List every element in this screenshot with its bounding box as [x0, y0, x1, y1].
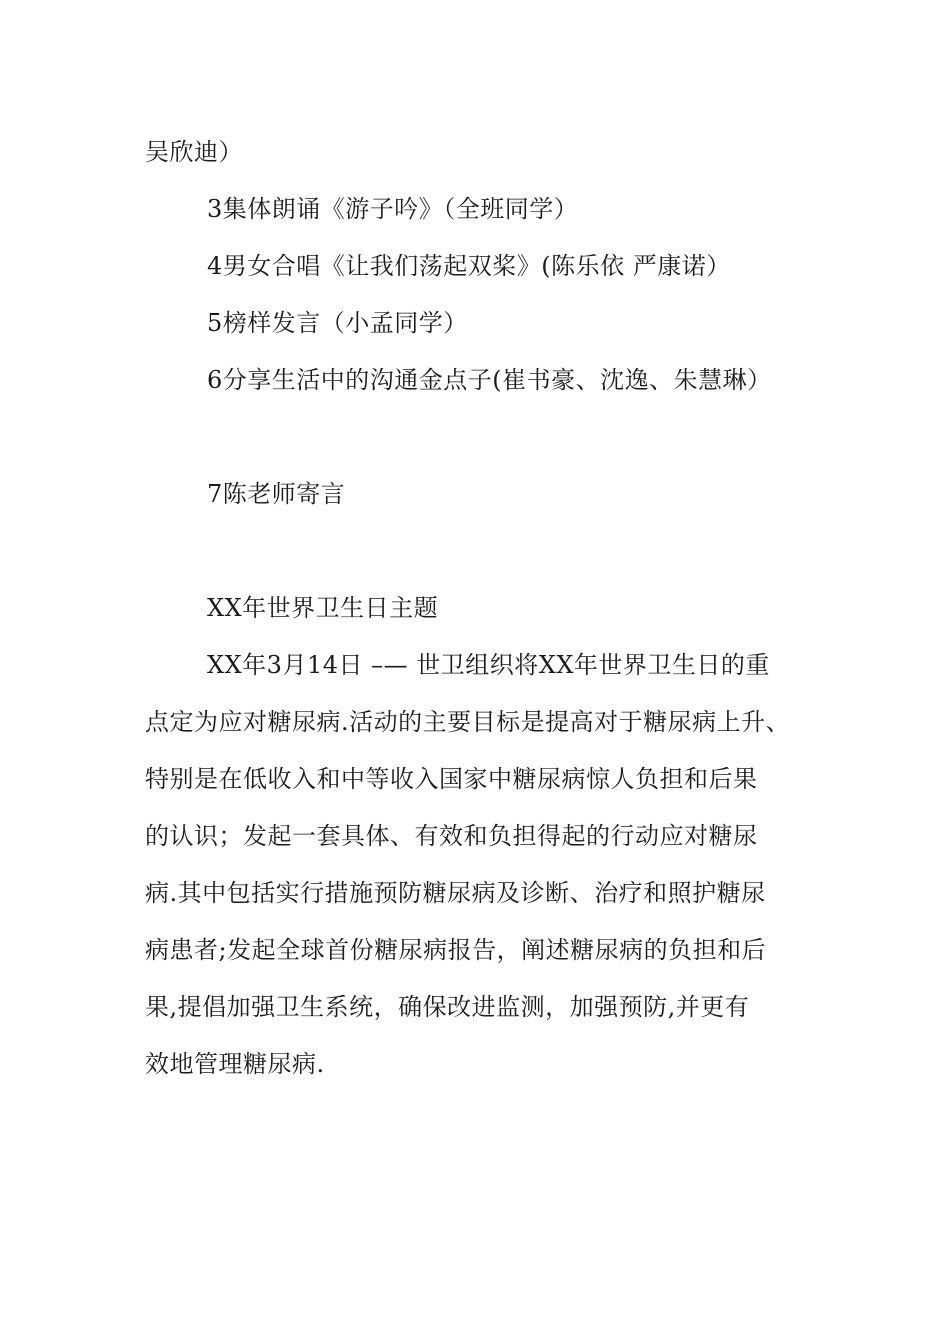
program-item-6: 6分享生活中的沟通金点子(崔书豪、沈逸、朱慧琳） [207, 366, 772, 394]
program-item-3: 3集体朗诵《游子吟》（全班同学） [207, 195, 579, 223]
article-paragraph-line: 病.其中包括实行措施预防糖尿病及诊断、治疗和照护糖尿 [145, 879, 766, 907]
program-item-5: 5榜样发言（小孟同学） [207, 309, 468, 337]
article-paragraph-line: 特别是在低收入和中等收入国家中糖尿病惊人负担和后果 [145, 765, 758, 793]
program-continuation-line: 吴欣迪） [145, 138, 243, 166]
article-paragraph-line: 的认识；发起一套具体、有效和负担得起的行动应对糖尿 [145, 822, 758, 850]
program-item-4: 4男女合唱《让我们荡起双桨》(陈乐依 严康诺） [207, 252, 731, 280]
article-paragraph-line: XX年3月14日 –— 世卫组织将XX年世界卫生日的重 [207, 651, 770, 679]
article-paragraph-line: 病患者;发起全球首份糖尿病报告，阐述糖尿病的负担和后 [145, 936, 767, 964]
article-title: XX年世界卫生日主题 [207, 594, 439, 622]
article-paragraph-line: 效地管理糖尿病. [145, 1050, 325, 1078]
article-paragraph-line: 点定为应对糖尿病.活动的主要目标是提高对于糖尿病上升、 [145, 708, 791, 736]
program-item-7: 7陈老师寄言 [207, 480, 346, 508]
article-paragraph-line: 果,提倡加强卫生系统，确保改进监测，加强预防,并更有 [145, 993, 750, 1021]
